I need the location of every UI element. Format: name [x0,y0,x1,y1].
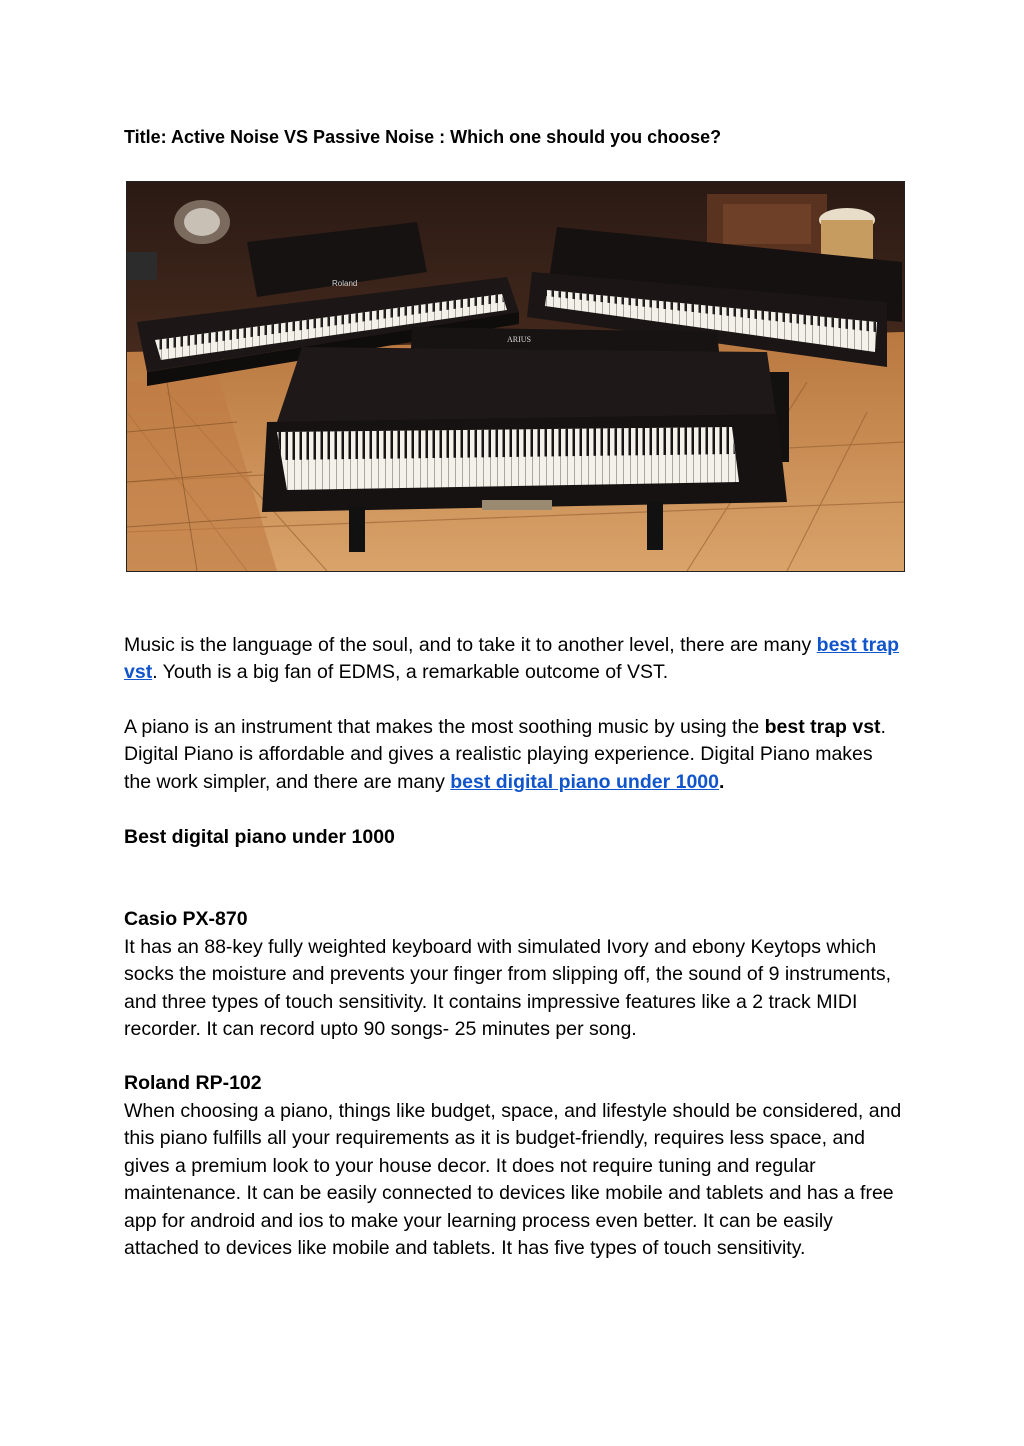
piano-text-start: A piano is an instrument that makes the most soothing music by using the [124,715,765,738]
roland-description: When choosing a piano, things like budget, space, and lifestyle should be considered, and this piano fulfills all your requirements as it is budget-friendly, requires less space, and gives a premium look to your house decor. It does not require tuning and regular maintenance. It can be easily connected to devices like mobile and tablets and has a free app for android and ios to make your learning process even better. It can be easily attached to devices like mobile and tablets. It has five types of touch sensitivity. [124,1099,902,1259]
casio-heading: Casio PX-870 [124,908,248,931]
intro-text-end: . Youth is a big fan of EDMS, a remarkable outcome of VST. [152,661,669,684]
piano-text-middle: . Digital Piano is affordable and gives a realistic playing experience. Digital Piano makes the work simpler, and there are many [124,715,886,793]
intro-paragraph [124,632,904,687]
roland-heading: Roland RP-102 [124,1072,262,1095]
intro-text-start: Music is the language of the soul, and to take it to another level, there are many [124,634,817,656]
best-digital-piano-link[interactable]: best digital piano under 1000 [450,770,719,793]
keyboard-label-arius: ARIUS [507,335,532,344]
piano-text-end: . [718,770,725,793]
best-trap-vst-link[interactable]: best trap vst [124,634,900,684]
document-title: Title: Active Noise VS Passive Noise : Which one should you choose? [124,127,722,147]
piano-paragraph [124,714,904,796]
keyboard-label-roland: Roland [332,279,358,288]
article-body [124,632,904,1262]
digital-pianos-photo [126,181,905,572]
section-heading: Best digital piano under 1000 [124,826,395,849]
casio-description: It has an 88-key fully weighted keyboard with simulated Ivory and ebony Keytops which socks the moisture and prevents your finger from slipping off, the sound of 9 instruments, and three types of touch sensitivity. It contains impressive features like a 2 track MIDI recorder. It can record upto 90 songs- 25 minutes per song. [124,935,892,1041]
best-trap-vst-bold: best trap vst [764,715,881,738]
